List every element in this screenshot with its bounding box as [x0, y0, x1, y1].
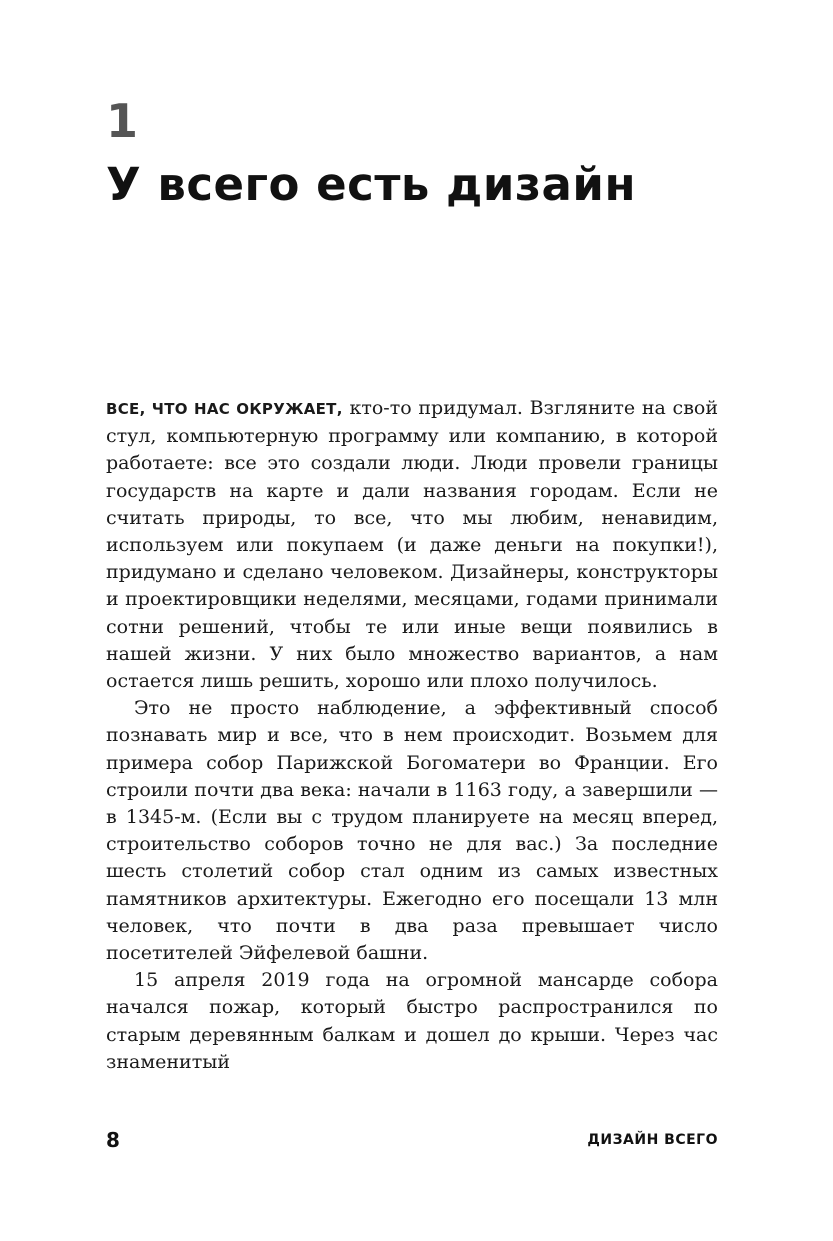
chapter-title: У всего есть дизайн	[106, 158, 637, 211]
paragraph-3: 15 апреля 2019 года на огромной мансарде собора начался пожар, который быстро распространился по старым деревянным балкам и дошел до крыши. Через час знаменитый	[106, 969, 718, 1073]
page-footer	[106, 1128, 718, 1158]
running-head: ДИЗАЙН ВСЕГО	[587, 1132, 718, 1148]
lead-in: ВСЕ, ЧТО НАС ОКРУЖАЕТ,	[106, 400, 343, 418]
chapter-body	[106, 395, 718, 1076]
paragraph-1	[106, 395, 718, 695]
paragraph-1-text: кто-то придумал. Взгляните на свой стул, компьютерную программу или компанию, в которой работаете: все это создали люди. Люди провели границы государств на карте и дали названия городам. Если не считать природы, то все, что мы любим, ненавидим, используем или покупаем (и даже деньги на покупки!), придумано и сделано человеком. Дизайнеры, конструкторы и проектировщики неделями, месяцами, годами принимали сотни решений, чтобы те или иные вещи появились в нашей жизни. У них было множество вариантов, а нам остается лишь решить, хорошо или плохо получилось.	[106, 397, 718, 693]
chapter-number: 1	[106, 94, 139, 148]
page-number: 8	[106, 1128, 120, 1152]
paragraph-2: Это не просто наблюдение, а эффективный способ познавать мир и все, что в нем происходит. Возьмем для примера собор Парижской Богоматери во Франции. Его строили почти два века: начали в 1163 году, а завершили — в 1345-м. (Если вы с трудом планируете на месяц вперед, строительство соборов точно не для вас.) За последние шесть столетий собор стал одним из самых известных памятников архитектуры. Ежегодно его посещали 13 млн человек, что почти в два раза превышает число посетителей Эйфелевой башни.	[106, 697, 718, 965]
